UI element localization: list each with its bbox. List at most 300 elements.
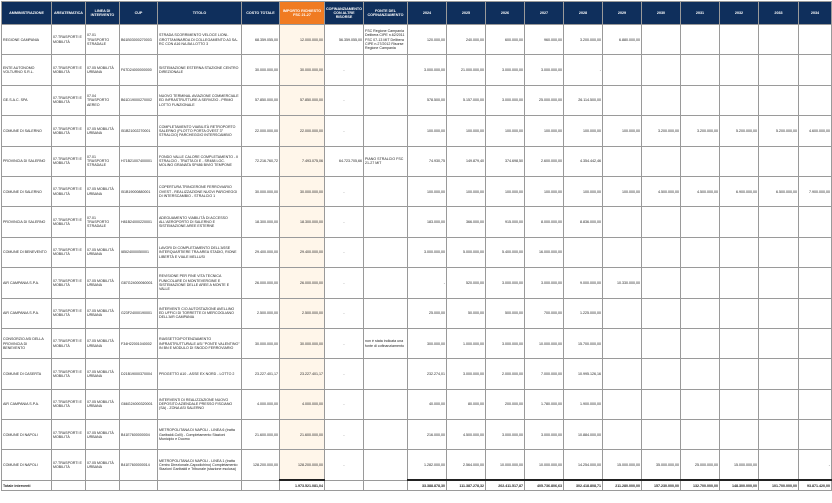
totals-year-2031: 132.700.000,00	[681, 480, 720, 491]
table-cell: 07.TRASPORTI E MOBILITÀ	[52, 359, 86, 389]
table-cell: FSC Regione Campania Delibera CIPE n.62/2011 FSC 07-13 MIT Delibera CIPE n.27/2012 Risorse Regione Campania	[364, 25, 408, 55]
column-header-2032: 2032	[720, 2, 759, 25]
totals-year-2034: 93.871.420,00	[799, 480, 832, 491]
table-cell: 26.000.000,00	[280, 268, 325, 298]
table-cell: -	[799, 450, 832, 480]
funding-table-sheet	[1, 1, 832, 491]
table-row	[2, 328, 832, 358]
table-cell: 22.000.000,00	[242, 116, 280, 146]
table-cell: 80.000,00	[447, 389, 486, 419]
table-cell: 3.000.000,00	[486, 85, 525, 115]
totals-year-2027: 405.736.806,63	[525, 480, 564, 491]
table-cell: 1.225.000,00	[564, 298, 603, 328]
table-cell: 3.000.000,00	[408, 55, 447, 85]
table-cell	[603, 298, 642, 328]
table-cell: 10.330.000,00	[603, 268, 642, 298]
table-cell	[681, 85, 720, 115]
table-row	[2, 207, 832, 237]
table-cell	[364, 116, 408, 146]
table-cell: COMUNE DI NAPOLI	[2, 450, 52, 480]
table-cell: I85I24000050001	[120, 237, 158, 267]
table-cell: REVISIONE PER FINE VITA TECNICA FUNICOLARE DI MONTEVERGINE E SISTEMAZIONE DELLE AREE A MONTE E VALLE	[158, 268, 242, 298]
totals-year-2028: 302.418.808,71	[564, 480, 603, 491]
table-cell: 12.000.000,00	[280, 25, 325, 55]
table-cell: 3.000.000,00	[447, 359, 486, 389]
table-cell	[720, 268, 759, 298]
table-cell: 22.000.000,00	[280, 116, 325, 146]
table-cell: 500.000,00	[486, 298, 525, 328]
table-cell	[364, 450, 408, 480]
table-cell: NUOVO TERMINAL AVIAZIONE COMMERCIALE ED INFRASTRUTTURE A SERVIZIO - PRIMO LOTTO FUNZIONALE	[158, 85, 242, 115]
table-cell	[364, 420, 408, 450]
table-cell: I51B19000880001	[120, 176, 158, 206]
table-cell: 07.01 TRASPORTO STRADALE	[86, 207, 120, 237]
table-cell: 07.05 MOBILITÀ URBANA	[86, 237, 120, 267]
table-cell	[799, 268, 832, 298]
table-cell: 7.493.075,06	[280, 146, 325, 176]
table-cell	[720, 420, 759, 450]
column-header-costo-totale: COSTO TOTALE	[242, 2, 280, 25]
table-cell: B61D19000270002	[120, 85, 158, 115]
table-cell: 6.900.000,00	[720, 176, 759, 206]
table-cell	[799, 298, 832, 328]
table-cell	[681, 268, 720, 298]
table-cell: 18.300.000,00	[242, 207, 280, 237]
table-cell: 15.000.000,00	[603, 450, 642, 480]
table-cell: -	[325, 55, 364, 85]
column-header-areatematica: AREATEMATICA	[52, 2, 86, 25]
table-cell: B41E7600000014	[120, 450, 158, 480]
table-cell: 50.000,00	[447, 298, 486, 328]
table-cell: 200.000,00	[486, 389, 525, 419]
table-cell: 07.TRASPORTI E MOBILITÀ	[52, 389, 86, 419]
table-cell: 07.05 MOBILITÀ URBANA	[86, 116, 120, 146]
table-cell: 10.000.000,00	[525, 450, 564, 480]
table-cell: PROVINCIA DI SALERNO	[2, 207, 52, 237]
table-cell: 128.200.000,00	[280, 450, 325, 480]
column-header-linea-di-intervento: LINEA DI INTERVENTO	[86, 2, 120, 25]
table-row	[2, 25, 832, 55]
table-row	[2, 268, 832, 298]
table-cell: 120.000,00	[408, 25, 447, 55]
table-cell: METROPOLITANA DI NAPOLI - LINEA 6 (tratta Garibaldi-Colli) - Completamento Stazioni Municipio e Duomo	[158, 420, 242, 450]
table-cell	[681, 298, 720, 328]
table-cell: -	[408, 268, 447, 298]
table-cell: 23.227.401,17	[280, 359, 325, 389]
table-row	[2, 389, 832, 419]
table-cell: 128.200.000,00	[242, 450, 280, 480]
table-cell: F34H22001040002	[120, 328, 158, 358]
table-cell: 300.000,00	[408, 328, 447, 358]
table-cell: CONSORZIO ASI DELLA PROVINCIA DI BENEVENTO	[2, 328, 52, 358]
table-cell: 520.000,00	[447, 268, 486, 298]
table-cell: 2.600.000,00	[525, 146, 564, 176]
table-cell: 100.000,00	[603, 176, 642, 206]
table-cell: 100.000,00	[486, 116, 525, 146]
column-header-2028: 2028	[564, 2, 603, 25]
table-cell: 30.000.000,00	[280, 55, 325, 85]
table-cell: G23F24000190001	[120, 298, 158, 328]
table-row	[2, 85, 832, 115]
table-row	[2, 420, 832, 450]
table-cell: 3.200.000,00	[564, 25, 603, 55]
table-cell: -	[325, 116, 364, 146]
table-cell	[681, 237, 720, 267]
table-cell	[799, 25, 832, 55]
table-cell: 100.000,00	[603, 116, 642, 146]
table-cell: 100.000,00	[525, 176, 564, 206]
table-cell: 4.500.000,00	[447, 420, 486, 450]
table-cell: 3.200.000,00	[681, 116, 720, 146]
table-cell: 64.723.705,66	[325, 146, 364, 176]
table-cell: 07.TRASPORTI E MOBILITÀ	[52, 146, 86, 176]
table-cell	[759, 268, 799, 298]
table-cell: 4.500.000,00	[642, 176, 681, 206]
table-cell: STRADA SCORRIMENTO VELOCE LIONI-GROTTAMINARDA DI COLLEGAMENTO A3 SA-RC CON A16 NA-BA LOTTO 3	[158, 25, 242, 55]
table-cell: 15.000.000,00	[720, 450, 759, 480]
table-cell: 915.000,00	[486, 207, 525, 237]
table-cell: 07.TRASPORTI E MOBILITÀ	[52, 237, 86, 267]
totals-row	[2, 480, 832, 491]
column-header-cofinanziamento-con-altre-risorse: COFINANZIAMENTO CON ALTRE RISORSE	[325, 2, 364, 25]
table-cell: 07.05 MOBILITÀ URBANA	[86, 55, 120, 85]
table-cell	[799, 328, 832, 358]
table-cell: 3.200.000,00	[642, 116, 681, 146]
totals-year-2030: 157.230.000,00	[642, 480, 681, 491]
table-cell	[642, 207, 681, 237]
table-cell: 2.500.000,00	[280, 298, 325, 328]
table-cell	[681, 389, 720, 419]
table-cell: 3.000.000,00	[486, 328, 525, 358]
table-cell: 149.879,40	[447, 146, 486, 176]
table-cell	[799, 55, 832, 85]
table-cell: 07.05 MOBILITÀ URBANA	[86, 268, 120, 298]
table-cell	[681, 328, 720, 358]
table-cell	[759, 85, 799, 115]
table-cell: 4.600.000,00	[799, 116, 832, 146]
table-cell: REGIONE CAMPANIA	[2, 25, 52, 55]
table-cell: 30.000.000,00	[280, 176, 325, 206]
table-cell: 10.995.126,16	[564, 359, 603, 389]
table-cell	[364, 389, 408, 419]
table-cell: 700.000,00	[525, 298, 564, 328]
table-cell: METROPOLITANA DI NAPOLI - LINEA 1 (tratta Centro Direzionale-Capodichino) Completamento Stazioni Garibaldi e Tribunale (stazione esclusa)	[158, 450, 242, 480]
table-cell: 6.500.000,00	[759, 176, 799, 206]
column-header-2025: 2025	[447, 2, 486, 25]
table-row	[2, 450, 832, 480]
table-cell: PIANO STRALCIO FSC 21-27 MIT	[364, 146, 408, 176]
table-cell: 374.698,50	[486, 146, 525, 176]
totals-year-2032: 148.300.000,00	[720, 480, 759, 491]
table-cell: 15.700.000,00	[564, 328, 603, 358]
table-cell: COMUNE DI CASERTA	[2, 359, 52, 389]
table-cell: 07.TRASPORTI E MOBILITÀ	[52, 420, 86, 450]
table-cell: ADEGUAMENTO VIABILITÀ DI ACCESSO ALL'AEROPORTO DI SALERNO E SISTEMAZIONE AREE ESTERNE	[158, 207, 242, 237]
table-row	[2, 55, 832, 85]
table-cell	[642, 146, 681, 176]
table-row	[2, 237, 832, 267]
column-header-importo-richiesto-fsc-21-27: IMPORTO RICHIESTO FSC 21-27	[280, 2, 325, 25]
table-cell	[603, 207, 642, 237]
table-cell: 21.600.000,00	[242, 420, 280, 450]
column-header-2030: 2030	[642, 2, 681, 25]
column-header-2034: 2034	[799, 2, 832, 25]
table-cell: FONDO VALLE CALORE COMPLETAMENTO - II STRALCIO - TRATTA DI E - SR488 LOC. MOLINO GRANATA SP486 BIVIO TEMPONE	[158, 146, 242, 176]
table-cell: 30.000.000,00	[242, 176, 280, 206]
table-cell: 10.884.000,00	[564, 420, 603, 450]
table-cell	[364, 237, 408, 267]
table-cell	[759, 389, 799, 419]
totals-year-2024: 33.388.878,30	[408, 480, 447, 491]
table-cell: 9.000.000,00	[564, 268, 603, 298]
table-cell: 1.780.000,00	[525, 389, 564, 419]
table-cell: -	[325, 328, 364, 358]
table-cell	[720, 25, 759, 55]
table-cell: -	[564, 55, 603, 85]
table-cell: RIASSETTO/POTENZIAMENTO INFRASTRUTTURALE ASI "PONTE VALENTINO" IN BN E MODULO DI SNODO FERROVIARIO	[158, 328, 242, 358]
table-cell: 07.TRASPORTI E MOBILITÀ	[52, 85, 86, 115]
table-cell: AIR CAMPANIA S.P.A.	[2, 298, 52, 328]
column-header-2024: 2024	[408, 2, 447, 25]
table-cell: 68.359.055,00	[242, 25, 280, 55]
table-cell: 21.600.000,00	[280, 420, 325, 450]
table-cell: B41E7600000004	[120, 420, 158, 450]
column-header-amministrazione: AMMINISTRAZIONE	[2, 2, 52, 25]
table-cell: 21.000.000,00	[447, 55, 486, 85]
table-cell: 57.850.000,00	[280, 85, 325, 115]
table-cell: -	[325, 298, 364, 328]
table-cell: 100.000,00	[564, 176, 603, 206]
table-cell	[799, 420, 832, 450]
table-cell: 3.000.000,00	[486, 420, 525, 450]
table-cell	[799, 146, 832, 176]
table-cell: F67D24000000000	[120, 55, 158, 85]
table-cell	[564, 237, 603, 267]
table-cell: 600.000,00	[486, 25, 525, 55]
column-header-2033: 2033	[759, 2, 799, 25]
table-cell: 5.157.000,00	[447, 85, 486, 115]
totals-year-2029: 211.280.000,00	[603, 480, 642, 491]
table-cell: 4.500.000,00	[681, 176, 720, 206]
table-cell	[720, 237, 759, 267]
table-cell: -	[325, 389, 364, 419]
table-cell	[364, 176, 408, 206]
table-cell	[720, 298, 759, 328]
table-cell: 3.000.000,00	[486, 268, 525, 298]
table-cell: 57.850.000,00	[242, 85, 280, 115]
column-header-cup: CUP	[120, 2, 158, 25]
table-cell	[799, 207, 832, 237]
table-cell: 25.000.000,00	[681, 450, 720, 480]
table-cell	[364, 207, 408, 237]
table-cell	[681, 55, 720, 85]
table-cell: 07.05 MOBILITÀ URBANA	[86, 450, 120, 480]
table-row	[2, 359, 832, 389]
totals-costo	[242, 480, 280, 491]
totals-year-2025: 111.387.278,32	[447, 480, 486, 491]
table-cell	[642, 389, 681, 419]
table-cell: 3.000.000,00	[525, 55, 564, 85]
table-cell: H81B24000220001	[120, 207, 158, 237]
table-cell	[603, 389, 642, 419]
table-cell: PROVINCIA DI SALERNO	[2, 146, 52, 176]
table-cell: 6.880.000,00	[603, 25, 642, 55]
table-cell: 07.TRASPORTI E MOBILITÀ	[52, 116, 86, 146]
table-cell: 18.300.000,00	[280, 207, 325, 237]
table-cell	[603, 359, 642, 389]
table-cell	[799, 389, 832, 419]
table-cell	[799, 85, 832, 115]
table-cell: 3.000.000,00	[525, 268, 564, 298]
table-cell	[799, 359, 832, 389]
table-cell	[759, 146, 799, 176]
table-cell: 25.000.000,00	[525, 85, 564, 115]
table-cell	[720, 85, 759, 115]
table-cell: PROGETTO A10 - ASSE EX NORD - LOTTO 2	[158, 359, 242, 389]
table-cell: 07.TRASPORTI E MOBILITÀ	[52, 298, 86, 328]
table-cell: 5.200.000,00	[720, 116, 759, 146]
table-cell	[759, 237, 799, 267]
table-cell: 1.000.000,00	[447, 328, 486, 358]
table-body	[2, 25, 832, 481]
table-cell: -	[325, 450, 364, 480]
table-cell	[759, 25, 799, 55]
table-cell: ENTE AUTONOMO VOLTURNO S.R.L.	[2, 55, 52, 85]
table-cell	[642, 298, 681, 328]
table-cell: 07.04 TRASPORTO AEREO	[86, 85, 120, 115]
table-cell: AIR CAMPANIA S.P.A.	[2, 389, 52, 419]
table-cell: 1.900.000,00	[564, 389, 603, 419]
table-cell: 216.000,00	[408, 420, 447, 450]
table-cell: 07.TRASPORTI E MOBILITÀ	[52, 328, 86, 358]
table-cell: 100.000,00	[408, 116, 447, 146]
table-cell: 100.000,00	[486, 176, 525, 206]
table-cell: 07.05 MOBILITÀ URBANA	[86, 298, 120, 328]
table-cell: 23.227.401,17	[242, 359, 280, 389]
table-cell: 07.TRASPORTI E MOBILITÀ	[52, 176, 86, 206]
table-cell	[364, 55, 408, 85]
table-cell: COMUNE DI SALERNO	[2, 176, 52, 206]
table-cell: 4.000.000,00	[242, 389, 280, 419]
table-cell: 5.400.000,00	[486, 237, 525, 267]
table-cell: -	[325, 207, 364, 237]
table-cell: 07.01 TRASPORTO STRADALE	[86, 25, 120, 55]
table-cell: G87G24000060001	[120, 268, 158, 298]
table-cell: -	[325, 85, 364, 115]
table-cell: 3.000.000,00	[408, 237, 447, 267]
table-cell: 100.000,00	[408, 176, 447, 206]
table-cell	[364, 85, 408, 115]
table-cell: 26.000.000,00	[242, 268, 280, 298]
table-cell: 100.000,00	[564, 116, 603, 146]
table-cell: H71B21007400001	[120, 146, 158, 176]
table-cell: 30.000.000,00	[242, 328, 280, 358]
table-cell: 232.274,01	[408, 359, 447, 389]
table-cell: 07.05 MOBILITÀ URBANA	[86, 359, 120, 389]
table-cell: COMPLETAMENTO VIABILITÀ RETROPORTO SALERNO (PLOTTO PORTA OVEST 3° STRALCIO) PARCHEGGIO INTERSCAMBIO	[158, 116, 242, 146]
table-cell: 07.TRASPORTI E MOBILITÀ	[52, 268, 86, 298]
table-cell: 4.354.442,46	[564, 146, 603, 176]
table-cell: 40.000,00	[408, 389, 447, 419]
table-cell: INTERVENTI C/O AUTOSTAZIONE AVELLINO ED UFFICI DI TORRETTE DI MERCOGLIANO DELL'AIR CAMPANIA	[158, 298, 242, 328]
table-cell	[759, 298, 799, 328]
table-row	[2, 298, 832, 328]
table-cell: 100.000,00	[447, 176, 486, 206]
table-cell: 1.282.000,00	[408, 450, 447, 480]
table-cell: 2.564.000,00	[447, 450, 486, 480]
table-cell: -	[325, 268, 364, 298]
table-cell: D21B19000370004	[120, 359, 158, 389]
table-cell	[603, 420, 642, 450]
table-cell: 35.000.000,00	[642, 450, 681, 480]
table-cell: 07.05 MOBILITÀ URBANA	[86, 389, 120, 419]
header-row	[2, 2, 832, 25]
table-cell	[642, 420, 681, 450]
table-cell	[364, 298, 408, 328]
table-cell: 07.TRASPORTI E MOBILITÀ	[52, 55, 86, 85]
table-cell: 26.114.500,00	[564, 85, 603, 115]
table-row	[2, 176, 832, 206]
table-cell: 100.000,00	[447, 116, 486, 146]
table-cell: -	[325, 176, 364, 206]
table-cell	[759, 450, 799, 480]
table-cell: 07.01 TRASPORTO STRADALE	[86, 146, 120, 176]
table-cell	[720, 389, 759, 419]
table-cell: COMUNE DI SALERNO	[2, 116, 52, 146]
table-cell	[603, 146, 642, 176]
table-cell: non è stata indicata una fonte di cofinanziamento	[364, 328, 408, 358]
table-cell: 30.000.000,00	[280, 328, 325, 358]
table-cell: 8.836.000,00	[564, 207, 603, 237]
table-cell: -	[325, 237, 364, 267]
table-cell: 25.000,00	[408, 298, 447, 328]
table-cell: G66G24000320001	[120, 389, 158, 419]
table-cell	[642, 85, 681, 115]
table-row	[2, 146, 832, 176]
totals-label: Totale interventi	[2, 480, 52, 491]
table-row	[2, 116, 832, 146]
table-cell	[642, 359, 681, 389]
table-cell: COMUNE DI BENEVENTO	[2, 237, 52, 267]
table-cell	[799, 237, 832, 267]
table-cell: 7.900.000,00	[799, 176, 832, 206]
table-cell	[759, 420, 799, 450]
table-cell: I51B21002270001	[120, 116, 158, 146]
table-cell: 56.359.055,00	[325, 25, 364, 55]
table-cell	[720, 207, 759, 237]
column-header-2029: 2029	[603, 2, 642, 25]
table-cell: B61B03000270003	[120, 25, 158, 55]
table-cell: AIR CAMPANIA S.P.A.	[2, 268, 52, 298]
table-cell	[681, 420, 720, 450]
totals-importo: 1.973.521.081,04	[280, 480, 325, 491]
table-cell: 29.400.000,00	[280, 237, 325, 267]
table-cell: 10.000.000,00	[525, 328, 564, 358]
table-cell: 10.000.000,00	[486, 450, 525, 480]
table-cell	[681, 25, 720, 55]
table-cell: 578.500,00	[408, 85, 447, 115]
table-cell	[759, 207, 799, 237]
table-cell	[681, 359, 720, 389]
interventions-table	[1, 1, 832, 491]
table-cell	[759, 55, 799, 85]
table-cell: GE.S.A.C. SPA	[2, 85, 52, 115]
table-cell	[603, 237, 642, 267]
column-header-2027: 2027	[525, 2, 564, 25]
table-cell: 2.500.000,00	[242, 298, 280, 328]
table-cell: 30.000.000,00	[242, 55, 280, 85]
table-cell	[364, 359, 408, 389]
